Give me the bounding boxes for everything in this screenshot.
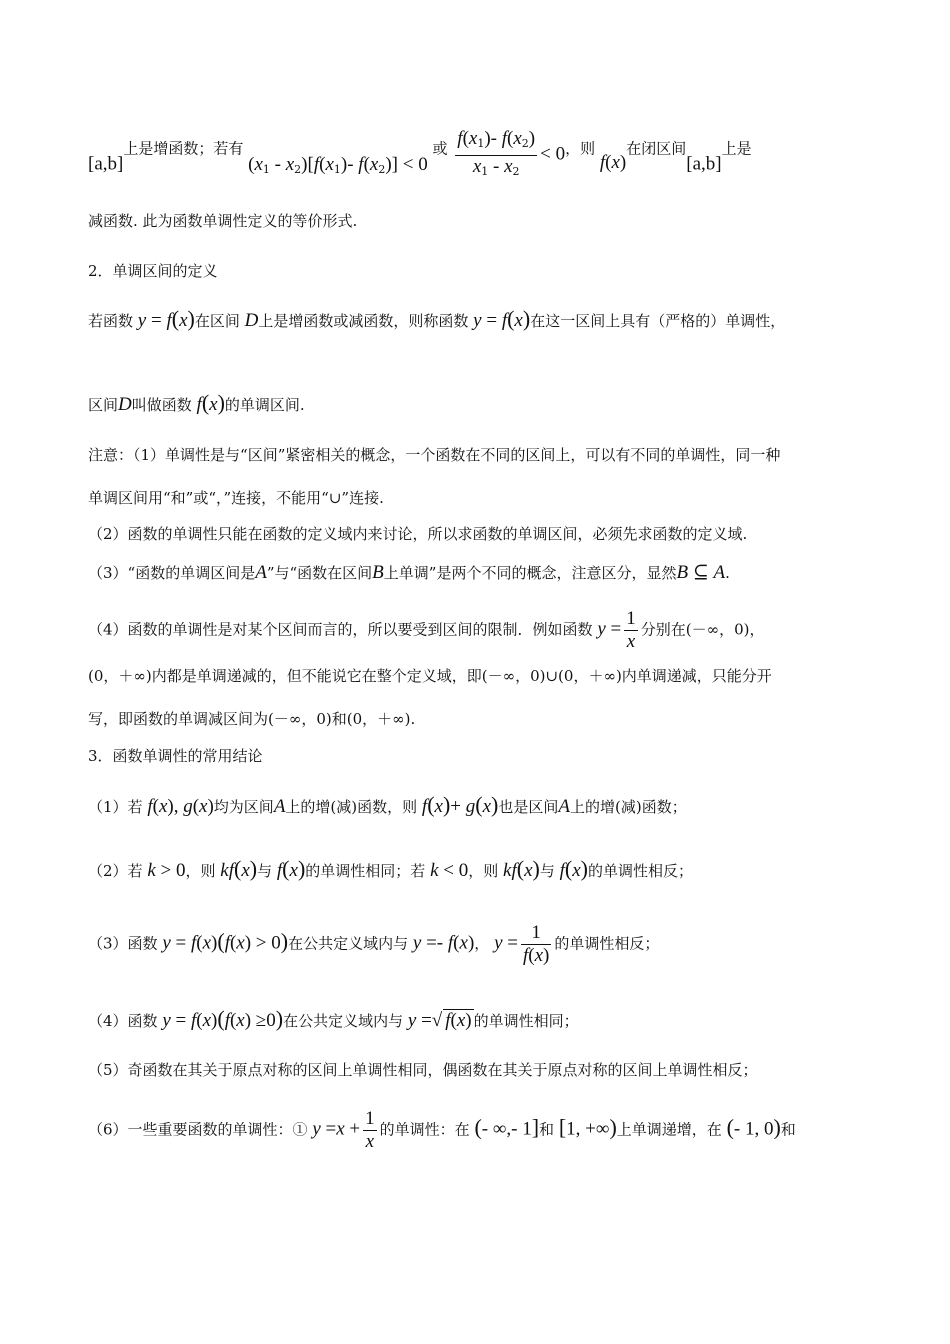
x-plus-one-over-x: $\frac{1}{x}$ [365, 1108, 375, 1152]
sec2-line2: 区间D叫做函数 f(x)的单调区间. [88, 390, 305, 415]
conclusion-4: （4）函数 y = f(x)(f(x) ≥0)在公共定义域内与 y =√ f(x) 的单调性相同； [88, 1006, 579, 1031]
conclusion-6: （6）一些重要函数的单调性：① y =x + $\frac{1}{x}$ 的单调性：在 (- ∞,- 1]和 [1, +∞)上单调递增，在 (- 1, 0)和 [88, 1108, 796, 1152]
one-over-x: $\frac{1}{x}$ [626, 608, 636, 652]
difference-quotient: $\frac{f(x_1)- f(x_2)}{x_1 - x_2}$ [457, 128, 536, 178]
note-4a: （4）函数的单调性是对某个区间而言的，所以要受到区间的限制．例如函数 y = $\frac{1}{x}$ 分别在(－∞，0)， [88, 608, 765, 652]
note-1a: 注意：（1）单调性是与“区间”紧密相关的概念，一个函数在不同的区间上，可以有不同的单调性，同一种 [88, 446, 781, 464]
note-3: （3）“函数的单调区间是A”与“函数在区间B上单调”是两个不同的概念，注意区分，显然B ⊆ A. [88, 562, 730, 583]
conclusion-1: （1）若 f(x), g(x)均为区间A上的增(减)函数，则 f(x)+ g(x)也是区间A上的增(减)函数； [88, 792, 687, 817]
inequality-product: $(x_1 - x_2)[f(x_1)-$ $f(x_2)] < 0$ [248, 153, 428, 176]
conclusion-5: （5）奇函数在其关于原点对称的区间上单调性相同，偶函数在其关于原点对称的区间上单调性相反； [88, 1061, 758, 1079]
para1-text2: 或 [432, 139, 448, 158]
para1-text5: 上是 [721, 139, 752, 158]
conclusion-2: （2）若 k > 0，则 kf(x)与 f(x)的单调性相同；若 k < 0，则 kf(x)与 f(x)的单调性相反； [88, 856, 694, 881]
one-over-fx: $\frac{1}{f(x)}$ [522, 922, 550, 966]
section-3-heading: 3．函数单调性的常用结论 [88, 747, 263, 765]
note-1b: 单调区间用“和”或“，”连接，不能用“∪”连接. [88, 489, 384, 507]
note-2: （2）函数的单调性只能在函数的定义域内来讨论，所以求函数的单调区间，必须先求函数的定义域. [88, 525, 748, 543]
section-2-heading: 2．单调区间的定义 [88, 262, 218, 280]
sqrt-fx: f(x) [445, 1010, 472, 1031]
para1-line1: [a,b]上是增函数；若有 $(x_1 - x_2)[f(x_1)-$ $f(x_2)] < 0$ 或 $\frac{f(x_1)- f(x_2)}{x_1 - x_2}$ < 0，则 f(x)在闭区间[a,b]上是 [88, 128, 880, 183]
para1-text3: ，则 [565, 139, 596, 158]
interval-ab-2: [a,b] [686, 153, 722, 175]
interval-ab: [a,b] [88, 153, 124, 175]
para1-line2: 减函数. 此为函数单调性定义的等价形式. [88, 212, 358, 230]
conclusion-3: （3）函数 y = f(x)(f(x) > 0)在公共定义域内与 y =- f(x)， y = $\frac{1}{f(x)}$ 的单调性相反； [88, 922, 660, 966]
fx-symbol: f(x) [599, 151, 627, 173]
para1-text4: 在闭区间 [626, 139, 687, 158]
para1-text1: 上是增函数；若有 [123, 139, 244, 158]
note-4d: 写，即函数的单调减区间为(－∞，0)和(0，＋∞). [88, 710, 416, 728]
sec2-line1: 若函数 y = f(x)在区间 D上是增函数或减函数，则称函数 y = f(x)在这一区间上具有（严格的）单调性， [88, 306, 786, 331]
note-4c: (0，＋∞)内都是单调递减的，但不能说它在整个定义域，即(－∞，0)∪(0，＋∞)内单调递减，只能分开 [88, 667, 772, 685]
